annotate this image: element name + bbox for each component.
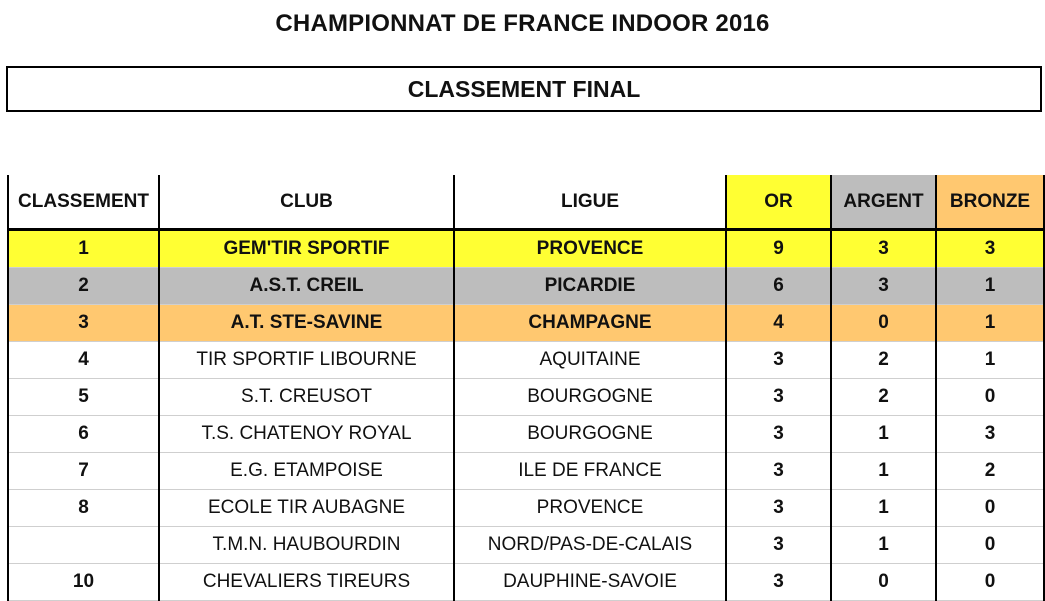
table-row xyxy=(8,230,1044,268)
cell-club: ECOLE TIR AUBAGNE xyxy=(159,490,454,527)
cell-rank: 7 xyxy=(8,453,159,490)
cell-bronze: 0 xyxy=(936,490,1044,527)
cell-bronze: 0 xyxy=(936,564,1044,601)
cell-gold: 4 xyxy=(726,305,831,342)
cell-league: AQUITAINE xyxy=(454,342,726,379)
cell-gold: 3 xyxy=(726,453,831,490)
table-row xyxy=(8,342,1044,379)
cell-gold: 9 xyxy=(726,230,831,268)
header-gold: OR xyxy=(726,175,831,230)
cell-rank: 2 xyxy=(8,268,159,305)
cell-league: BOURGOGNE xyxy=(454,379,726,416)
cell-league: PROVENCE xyxy=(454,490,726,527)
cell-club: A.S.T. CREIL xyxy=(159,268,454,305)
cell-rank: 6 xyxy=(8,416,159,453)
cell-club: E.G. ETAMPOISE xyxy=(159,453,454,490)
ranking-subtitle: CLASSEMENT FINAL xyxy=(6,66,1042,112)
cell-silver: 3 xyxy=(831,230,936,268)
cell-club: S.T. CREUSOT xyxy=(159,379,454,416)
cell-bronze: 2 xyxy=(936,453,1044,490)
cell-gold: 3 xyxy=(726,416,831,453)
cell-league: ILE DE FRANCE xyxy=(454,453,726,490)
cell-silver: 1 xyxy=(831,490,936,527)
cell-gold: 3 xyxy=(726,379,831,416)
cell-bronze: 0 xyxy=(936,527,1044,564)
cell-gold: 3 xyxy=(726,527,831,564)
cell-bronze: 3 xyxy=(936,230,1044,268)
cell-bronze: 1 xyxy=(936,305,1044,342)
page-title: CHAMPIONNAT DE FRANCE INDOOR 2016 xyxy=(275,10,770,37)
cell-league: NORD/PAS-DE-CALAIS xyxy=(454,527,726,564)
cell-bronze: 1 xyxy=(936,342,1044,379)
header-league: LIGUE xyxy=(454,175,726,230)
cell-league: PROVENCE xyxy=(454,230,726,268)
header-rank: CLASSEMENT xyxy=(8,175,159,230)
cell-bronze: 1 xyxy=(936,268,1044,305)
table-header-row xyxy=(8,175,1044,230)
table-row xyxy=(8,564,1044,601)
header-bronze: BRONZE xyxy=(936,175,1044,230)
cell-league: DAUPHINE-SAVOIE xyxy=(454,564,726,601)
cell-club: TIR SPORTIF LIBOURNE xyxy=(159,342,454,379)
header-silver: ARGENT xyxy=(831,175,936,230)
cell-club: A.T. STE-SAVINE xyxy=(159,305,454,342)
cell-rank: 8 xyxy=(8,490,159,527)
cell-league: CHAMPAGNE xyxy=(454,305,726,342)
cell-silver: 1 xyxy=(831,527,936,564)
table-row xyxy=(8,490,1044,527)
cell-bronze: 3 xyxy=(936,416,1044,453)
cell-gold: 3 xyxy=(726,564,831,601)
cell-club: T.M.N. HAUBOURDIN xyxy=(159,527,454,564)
cell-silver: 0 xyxy=(831,305,936,342)
cell-silver: 1 xyxy=(831,416,936,453)
cell-gold: 6 xyxy=(726,268,831,305)
table-row xyxy=(8,379,1044,416)
table-row xyxy=(8,527,1044,564)
cell-league: PICARDIE xyxy=(454,268,726,305)
cell-silver: 0 xyxy=(831,564,936,601)
cell-silver: 2 xyxy=(831,379,936,416)
table-row xyxy=(8,305,1044,342)
cell-silver: 2 xyxy=(831,342,936,379)
table-row xyxy=(8,268,1044,305)
cell-bronze: 0 xyxy=(936,379,1044,416)
ranking-table xyxy=(7,175,1045,601)
cell-club: T.S. CHATENOY ROYAL xyxy=(159,416,454,453)
cell-rank: 4 xyxy=(8,342,159,379)
cell-rank: 5 xyxy=(8,379,159,416)
cell-silver: 3 xyxy=(831,268,936,305)
cell-rank: 10 xyxy=(8,564,159,601)
cell-rank: 1 xyxy=(8,230,159,268)
table-row xyxy=(8,453,1044,490)
cell-club: CHEVALIERS TIREURS xyxy=(159,564,454,601)
cell-club: GEM'TIR SPORTIF xyxy=(159,230,454,268)
cell-gold: 3 xyxy=(726,490,831,527)
header-club: CLUB xyxy=(159,175,454,230)
cell-league: BOURGOGNE xyxy=(454,416,726,453)
cell-gold: 3 xyxy=(726,342,831,379)
table-row xyxy=(8,416,1044,453)
cell-rank: 3 xyxy=(8,305,159,342)
cell-silver: 1 xyxy=(831,453,936,490)
cell-rank xyxy=(8,527,159,564)
